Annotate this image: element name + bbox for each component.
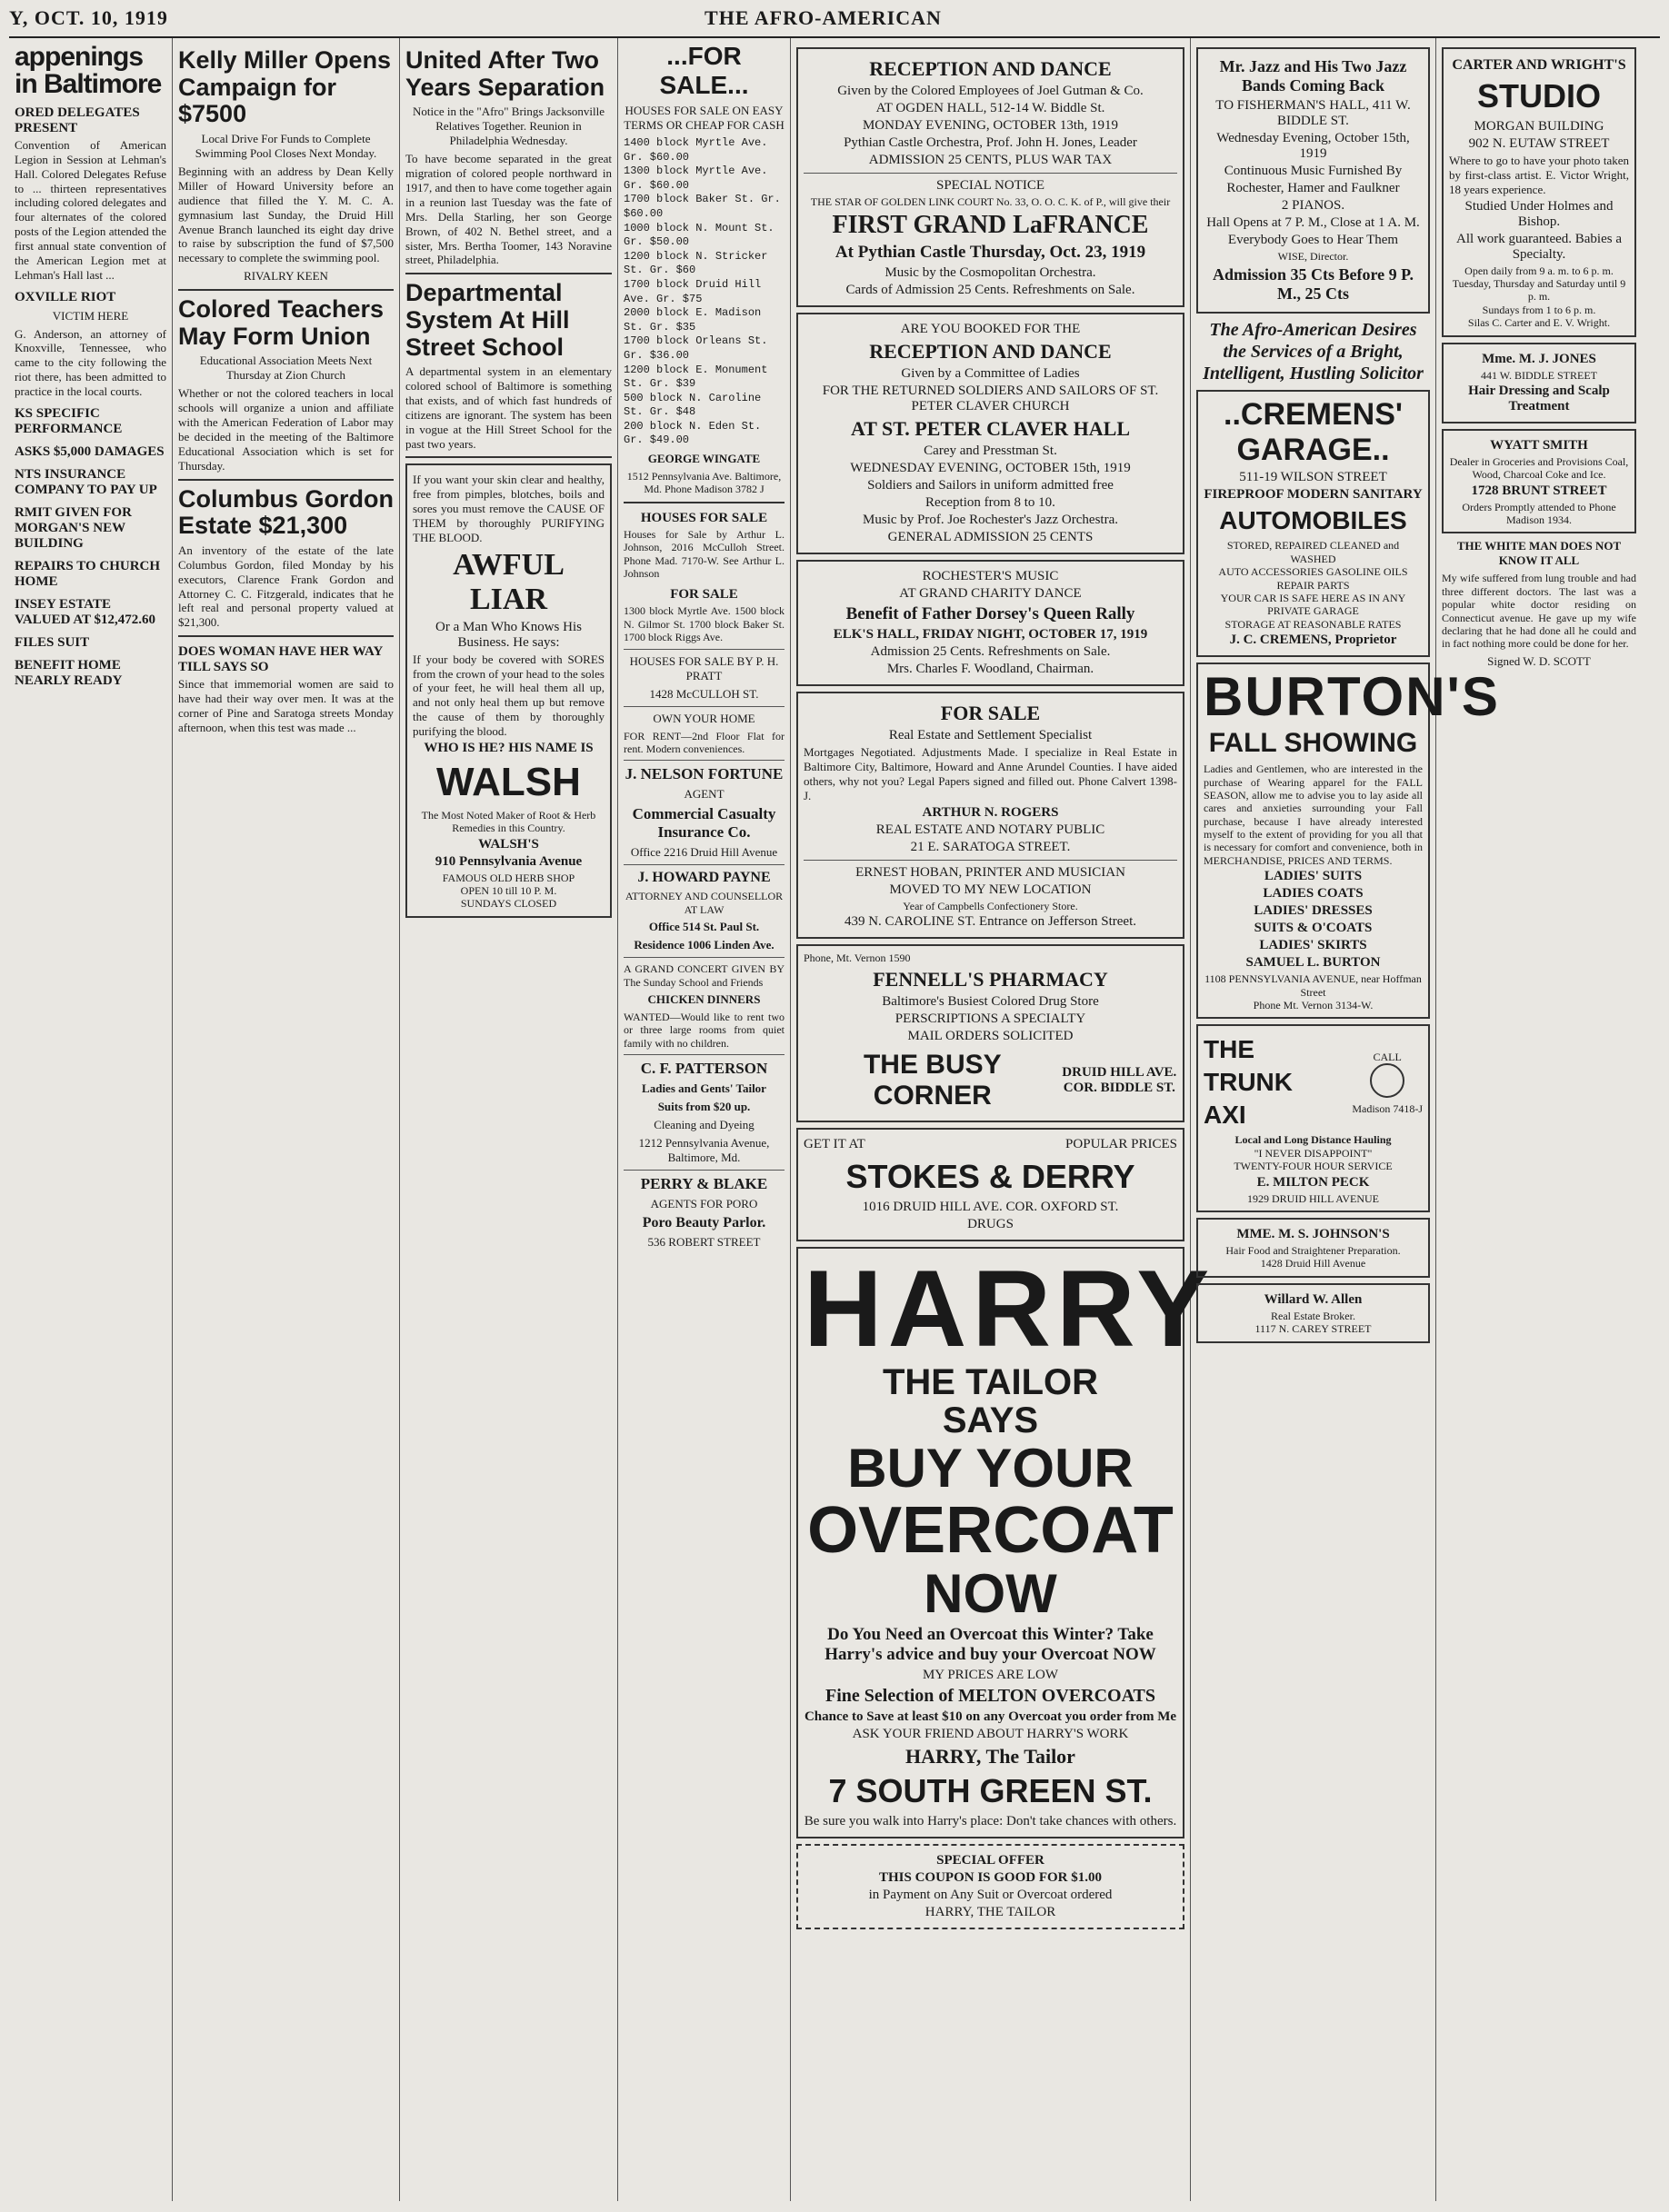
column-3	[400, 38, 618, 2201]
jazz-ad	[1196, 47, 1430, 314]
ad-text: 441 W. BIDDLE STREET	[1481, 368, 1597, 382]
ad-headline: BUY YOUR	[847, 1437, 1134, 1499]
ad-text: Commercial Casualty Insurance Co.	[632, 805, 776, 842]
ad-text: Real Estate and Settlement Specialist	[888, 728, 1093, 743]
ad-headline: THE	[1204, 1035, 1254, 1064]
reception-ad-1	[796, 47, 1184, 307]
listing-item: 1700 block Orleans St. Gr. $36.00	[624, 334, 768, 362]
ad-text: Ladies and Gentlemen, who are interested in the purchase of Wearing apparel for the FALL SEASON, allow me to advise you to lay aside all cares and anxieties surrounding your Fall purchase, because I have already interested myself to the extent of providing for you all that is necessary for comfort and convenience, both in MERCHANDISE, PRICES AND TERMS.	[1204, 762, 1423, 867]
ad-headline: FALL SHOWING	[1208, 728, 1418, 759]
ad-text: TO FISHERMAN'S HALL, 411 W. BIDDLE ST.	[1215, 98, 1411, 128]
ad-text: Silas C. Carter and E. V. Wright.	[1467, 316, 1611, 330]
rogers-ad	[796, 692, 1184, 939]
harry-ad	[796, 1247, 1215, 1839]
article-headline: Departmental System At Hill Street School	[405, 279, 570, 361]
ad-text: SAMUEL L. BURTON	[1245, 955, 1381, 971]
article-heading: BENEFIT HOME NEARLY READY	[15, 657, 123, 688]
column-5	[791, 38, 1215, 2201]
ad-text: "I NEVER DISAPPOINT"	[1254, 1146, 1373, 1160]
ad-headline: FENNELL'S PHARMACY	[873, 967, 1108, 991]
article-heading: RMIT GIVEN FOR MORGAN'S NEW BUILDING	[15, 504, 132, 551]
cremens-ad	[1196, 390, 1430, 657]
ad-headline: BURTON'S	[1204, 666, 1500, 728]
burton-ad	[1196, 663, 1500, 1019]
ad-headline: PERRY & BLAKE	[640, 1175, 768, 1193]
ad-text: MAIL ORDERS SOLICITED	[907, 1028, 1074, 1043]
article-heading: NTS INSURANCE COMPANY TO PAY UP	[15, 466, 157, 497]
ad-text: Music by Prof. Joe Rochester's Jazz Orchestra.	[863, 513, 1118, 528]
article-text: My wife suffered from lung trouble and had three different doctors. The last was a popular white doctor residing on Connecticut avenue. He gave up my wife declaring that he had done all he could and in fact nothing more could be done for her.	[1442, 572, 1636, 651]
article-heading: FILES SUIT	[15, 634, 90, 650]
ad-text: SUNDAYS CLOSED	[460, 897, 557, 911]
listing-item: 1000 block N. Mount St. Gr. $50.00	[624, 221, 775, 249]
ad-text: 1016 DRUID HILL AVE. COR. OXFORD ST.	[862, 1199, 1119, 1214]
ad-text: MOVED TO MY NEW LOCATION	[889, 882, 1092, 897]
article-headline: United After Two Years Separation	[405, 46, 605, 101]
ad-text: LADIES' SKIRTS	[1259, 938, 1367, 953]
ad-text: HARRY, The Tailor	[905, 1745, 1075, 1769]
article-text: Whether or not the colored teachers in local schools will organize a union and affiliate with the American Federation of Labor may be decided in the meeting of the Baltimore Educational Association which is set for Thursday.	[178, 386, 394, 473]
ad-headline: Benefit of Father Dorsey's Queen Rally	[845, 604, 1135, 624]
ad-text: SUITS & O'COATS	[1254, 921, 1373, 936]
classified-heading: OWN YOUR HOME	[653, 711, 755, 725]
ad-text: ARE YOU BOOKED FOR THE	[900, 322, 1081, 337]
classified-text: Houses for Sale by Arthur L. Johnson, 2016 McCulloh Street. Phone Mad. 7170-W. See Arthur L. Johnson	[624, 527, 785, 581]
ad-text: DRUID HILL AVE. COR. BIDDLE ST.	[1062, 1064, 1177, 1095]
classified-subheading: HOUSES FOR SALE ON EASY TERMS OR CHEAP FOR CASH	[624, 104, 785, 132]
ad-text: Given by a Committee of Ladies	[901, 366, 1080, 382]
ad-text: Cleaning and Dyeing	[654, 1118, 755, 1132]
ad-headline: TRUNK	[1204, 1068, 1293, 1097]
masthead	[9, 0, 1660, 38]
stokes-ad	[796, 1128, 1184, 1241]
ad-text: STORAGE AT REASONABLE RATES	[1224, 617, 1402, 631]
ad-text: Poro Beauty Parlor.	[642, 1215, 766, 1231]
ad-text: FOR THE RETURNED SOLDIERS AND SAILORS OF ST. PETER CLAVER CHURCH	[822, 384, 1159, 414]
ad-text: E. MILTON PECK	[1256, 1174, 1370, 1190]
telephone-icon	[1370, 1063, 1404, 1098]
article-text: Convention of American Legion in Session at Lehman's Hall. Colored Delegates Refuse to ... thirteen representatives including colored delegates and four alternates of the colored posts of the Legion attended the first annual state convention of the American Legion met at Lehman's Hall last ...	[15, 138, 166, 282]
ad-text: WISE, Director.	[1277, 250, 1349, 263]
ad-text: LADIES' SUITS	[1264, 869, 1363, 884]
ad-text: Chance to Save at least $10 on any Overcoat you order from Me	[804, 1709, 1177, 1725]
ad-text: YOUR CAR IS SAFE HERE AS IN ANY PRIVATE GARAGE	[1220, 591, 1406, 618]
ad-headline: J. NELSON FORTUNE	[625, 765, 784, 783]
article-heading: ASKS $5,000 DAMAGES	[15, 443, 165, 459]
reception-ad-2	[796, 313, 1184, 554]
classified-heading: HOUSES FOR SALE BY P. H. PRATT	[629, 653, 779, 683]
trunk-taxi-ad	[1196, 1024, 1430, 1212]
classified-text: FOR RENT—2nd Floor Flat for rent. Modern conveniences.	[624, 729, 785, 755]
ad-text: ROCHESTER'S MUSIC	[922, 569, 1059, 584]
ad-headline: HARRY	[804, 1247, 1215, 1370]
rochester-ad	[796, 560, 1184, 686]
classified-text: WANTED—Would like to rent two or three large rooms from quiet family with no children.	[624, 1010, 785, 1050]
article-heading: INSEY ESTATE VALUED AT $12,472.60	[15, 596, 156, 627]
ad-headline: RECEPTION AND DANCE	[869, 57, 1112, 80]
article-signature: Signed W. D. SCOTT	[1487, 653, 1591, 668]
ad-text: Year of Campbells Confectionery Store.	[903, 899, 1078, 912]
listing-item: 200 block N. Eden St. Gr. $49.00	[624, 419, 762, 447]
ad-text: Hair Dressing and Scalp Treatment	[1468, 383, 1610, 414]
ad-text: Local and Long Distance Hauling	[1234, 1133, 1392, 1147]
ad-text: ADMISSION 25 CENTS, PLUS WAR TAX	[868, 153, 1113, 167]
article-text: A departmental system in an elementary colored school of Baltimore is something that exists, and of which fast hundreds of citizens are ignorant. The system has been in vogue at the Hill Street School for the past two years.	[405, 364, 612, 451]
jones-ad	[1442, 343, 1636, 423]
ad-text: Admission 35 Cts Before 9 P. M., 25 Cts	[1212, 265, 1414, 304]
ad-text: Office 514 St. Paul St.	[648, 920, 760, 934]
ad-text: 2 PIANOS.	[1281, 198, 1345, 213]
ad-text: MY PRICES ARE LOW	[922, 1668, 1059, 1683]
ad-text: 910 Pennsylvania Avenue	[435, 853, 583, 869]
listing-item: 1400 block Myrtle Ave. Gr. $60.00	[624, 136, 768, 164]
ad-headline: MME. M. S. JOHNSON'S	[1236, 1226, 1390, 1241]
ad-text: Real Estate Broker.	[1271, 1309, 1355, 1322]
ad-text: GET IT AT	[804, 1136, 865, 1151]
ad-text: Given by the Colored Employees of Joel Gutman & Co.	[837, 84, 1144, 98]
ad-text: TWENTY-FOUR HOUR SERVICE	[1234, 1160, 1393, 1173]
ad-text: Do You Need an Overcoat this Winter? Take Harry's advice and buy your Overcoat NOW	[825, 1625, 1156, 1665]
ad-text: Carey and Presstman St.	[924, 443, 1057, 459]
ad-text: WALSH'S	[478, 836, 539, 852]
classified-text: 1428 McCULLOH ST.	[649, 686, 759, 701]
ad-text: Cards of Admission 25 Cents. Refreshments on Sale.	[845, 283, 1135, 298]
ad-text: AT GRAND CHARITY DANCE	[899, 586, 1082, 602]
ad-text: Continuous Music Furnished By	[1224, 164, 1403, 178]
walsh-ad	[405, 463, 612, 917]
ad-text: Wednesday Evening, October 15th, 1919	[1216, 131, 1410, 161]
solicitor-ad: The Afro-American Desires the Services of a Bright, Intelligent, Hustling Solicitor	[1203, 320, 1424, 384]
ad-text: Or a Man Who Knows His Business. He says:	[435, 619, 582, 650]
ad-text: ATTORNEY AND COUNSELLOR AT LAW	[625, 890, 784, 916]
ad-text: 511-19 WILSON STREET	[1239, 470, 1387, 485]
ad-text: Dealer in Groceries and Provisions Coal, Wood, Charcoal Coke and Ice.	[1449, 454, 1629, 482]
article-text: G. Anderson, an attorney of Knoxville, Tennessee, who came to the city following the riot there, has been admitted to practice in the local courts.	[15, 326, 166, 399]
ad-text: Office 2216 Druid Hill Avenue	[630, 845, 778, 860]
ad-text: FAMOUS OLD HERB SHOP	[442, 871, 575, 884]
article-heading: THE WHITE MAN DOES NOT KNOW IT ALL	[1456, 539, 1622, 568]
article-headline: Columbus Gordon Estate $21,300	[178, 484, 394, 540]
ad-text: Fine Selection of MELTON OVERCOATS	[825, 1686, 1155, 1707]
fennell-ad	[796, 944, 1184, 1121]
ad-text: MORGAN BUILDING	[1474, 119, 1604, 134]
ad-text: 1108 PENNSYLVANIA AVENUE, near Hoffman Street	[1204, 972, 1422, 999]
article-subheading: Educational Association Meets Next Thursday at Zion Church	[199, 354, 373, 383]
allen-ad	[1196, 1283, 1430, 1343]
classified-text: 1300 block Myrtle Ave. 1500 block N. Gilmor St. 1700 block Baker St. 1700 block Riggs Ave.	[624, 604, 785, 644]
studio-ad	[1442, 47, 1636, 337]
ad-text: 1117 N. CAREY STREET	[1254, 1322, 1372, 1336]
ad-headline: NOW	[924, 1563, 1057, 1625]
ad-text: Reception from 8 to 10.	[925, 495, 1055, 511]
ad-text: Everybody Goes to Hear Them	[1227, 233, 1399, 247]
ad-text: Admission 25 Cents. Refreshments on Sale.	[870, 644, 1111, 660]
listing-item: 1700 block Baker St. Gr. $60.00	[624, 193, 781, 220]
article-text: Beginning with an address by Dean Kelly Miller of Howard University before an audience that filled the Y. M. C. A. gymnasium last Sunday, the Druid Hill Avenue Branch launched its eight day drive to raise by subscription the fund of $7,500 necessary to complete the swimming pool.	[178, 164, 394, 265]
ad-headline: AWFUL LIAR	[453, 547, 565, 616]
ad-text: STORED, REPAIRED CLEANED and WASHED	[1226, 539, 1400, 565]
classified-heading: FOR SALE	[670, 587, 738, 603]
article-heading: OXVILLE RIOT	[15, 289, 116, 304]
ad-headline: OVERCOAT	[807, 1493, 1174, 1567]
listing-item: 500 block N. Caroline St. Gr. $48	[624, 391, 762, 419]
coupon-text: HARRY, THE TAILOR	[924, 1905, 1056, 1920]
masthead-title: THE AFRO-AMERICAN	[705, 6, 942, 29]
article-headline: Colored Teachers May Form Union	[178, 295, 385, 350]
coupon-heading: SPECIAL OFFER	[936, 1853, 1044, 1868]
page-headline: appenings in Baltimore	[15, 42, 162, 99]
ad-text: LADIES COATS	[1263, 886, 1364, 902]
ad-headline: STOKES & DERRY	[845, 1157, 1135, 1195]
ad-text: 1728 BRUNT STREET	[1471, 483, 1607, 498]
ad-text: WHO IS HE? HIS NAME IS	[424, 740, 594, 755]
ad-text: CALL	[1373, 1050, 1402, 1063]
ad-text: Open daily from 9 a. m. to 6 p. m. Tuesday, Thursday and Saturday until 9 p. m.	[1452, 264, 1626, 304]
ad-text: 439 N. CAROLINE ST. Entrance on Jefferson Street.	[844, 914, 1137, 930]
listing-list	[624, 136, 785, 448]
ad-text: ASK YOUR FRIEND ABOUT HARRY'S WORK	[852, 1727, 1129, 1742]
article-heading: KS SPECIFIC PERFORMANCE	[15, 405, 123, 436]
ad-text: AGENT	[684, 787, 725, 802]
ad-text: Suits from $20 up.	[657, 1100, 751, 1114]
ad-text: SAYS	[942, 1400, 1039, 1440]
ad-text: Orders Promptly attended to Phone Madison 1934.	[1462, 500, 1616, 527]
ad-headline: FOR SALE	[940, 702, 1041, 725]
ad-text: GENERAL ADMISSION 25 CENTS	[887, 530, 1094, 545]
ad-headline: Mr. Jazz and His Two Jazz Bands Coming Back	[1219, 57, 1407, 95]
classified-text: A GRAND CONCERT GIVEN BY The Sunday School and Friends	[624, 962, 785, 989]
ad-headline: WYATT SMITH	[1490, 437, 1588, 453]
listing-item: 1200 block N. Stricker St. Gr. $60	[624, 249, 768, 277]
column-2	[173, 38, 400, 2201]
ad-headline: J. HOWARD PAYNE	[637, 870, 771, 886]
coupon	[796, 1844, 1184, 1929]
ad-text: Soldiers and Sailors in uniform admitted free	[867, 478, 1114, 493]
ad-text: Mortgages Negotiated. Adjustments Made. I specialize in Real Estate in Baltimore City, Baltimore, Howard and Anne Arundel Counties. I have aided others, why not you? Legal Papers signed and filled out. Phone Calvert 1398-J.	[804, 745, 1177, 802]
listing-item: 1200 block E. Monument St. Gr. $39	[624, 363, 768, 391]
ad-headline: Willard W. Allen	[1264, 1291, 1363, 1307]
ad-text: ELK'S HALL, FRIDAY NIGHT, OCTOBER 17, 1919	[833, 627, 1148, 643]
article-heading: REPAIRS TO CHURCH HOME	[15, 558, 161, 589]
ad-text: ERNEST HOBAN, PRINTER AND MUSICIAN	[855, 864, 1125, 880]
listing-item: 1300 block Myrtle Ave. Gr. $60.00	[624, 164, 768, 192]
ad-text: All work guaranteed. Babies a Specialty.	[1455, 231, 1623, 262]
ad-text: Sundays from 1 to 6 p. m.	[1482, 303, 1596, 316]
article-subheading: Notice in the "Afro" Brings Jacksonville Relatives Together. Reunion in Philadelphia Wednesday.	[413, 105, 605, 148]
ad-text: 1212 Pennsylvania Avenue, Baltimore, Md.	[638, 1136, 770, 1165]
ad-text: Studied Under Holmes and Bishop.	[1464, 198, 1614, 229]
classified-heading: CHICKEN DINNERS	[647, 991, 761, 1006]
ad-text: OPEN 10 till 10 P. M.	[460, 884, 557, 898]
ad-text: DRUGS	[967, 1216, 1014, 1231]
ad-text: THE STAR OF GOLDEN LINK COURT No. 33, O. O. C. K. of P., will give their	[810, 195, 1171, 208]
article-subheading: VICTIM HERE	[52, 308, 129, 323]
ad-headline: AXI	[1204, 1101, 1246, 1130]
ad-text: J. C. CREMENS, Proprietor	[1229, 633, 1397, 648]
agent-address: 1512 Pennsylvania Ave. Baltimore, Md. Phone Madison 3782 J	[626, 470, 782, 496]
ad-text: Madison 7418-J	[1352, 1101, 1423, 1115]
ad-headline: FIRST GRAND LaFRANCE	[832, 211, 1149, 240]
ad-text: 1428 Druid Hill Avenue	[1260, 1257, 1366, 1270]
column-7	[1436, 38, 1642, 2201]
ad-text: Ladies and Gents' Tailor	[642, 1081, 766, 1096]
ad-text: Hall Opens at 7 P. M., Close at 1 A. M.	[1206, 215, 1420, 230]
ad-text: 1929 DRUID HILL AVENUE	[1247, 1191, 1379, 1205]
coupon-text: THIS COUPON IS GOOD FOR $1.00	[878, 1870, 1103, 1886]
ad-text: Be sure you walk into Harry's place: Don't take chances with others.	[804, 1814, 1177, 1829]
listing-item: 2000 block E. Madison St. Gr. $35	[624, 306, 762, 334]
article-subheading: Local Drive For Funds to Complete Swimming Pool Closes Next Monday.	[195, 132, 377, 161]
ad-text: AT OGDEN HALL, 512-14 W. Biddle St.	[875, 101, 1105, 115]
listing-item: 1700 block Druid Hill Ave. Gr. $75	[624, 277, 762, 305]
ad-text: POPULAR PRICES	[1065, 1136, 1177, 1151]
ad-text: Rochester, Hamer and Faulkner	[1226, 181, 1400, 195]
ad-text: Residence 1006 Linden Ave.	[634, 938, 775, 952]
ad-text: 21 E. SARATOGA STREET.	[910, 839, 1071, 854]
article-text: An inventory of the estate of the late Columbus Gordon, filed Monday by his executors, Clarence Frank Gordon and Attorney C. C. Fitzgerald, indicates that he left real and personal property valued at $21,300.	[178, 543, 394, 630]
column-4	[618, 38, 791, 2201]
ad-text: SPECIAL NOTICE	[935, 178, 1045, 193]
ad-text: PERSCRIPTIONS A SPECIALTY	[894, 1011, 1086, 1026]
ad-text: REAL ESTATE AND NOTARY PUBLIC	[875, 822, 1105, 837]
ad-headline: AT ST. PETER CLAVER HALL	[850, 417, 1131, 441]
article-heading: DOES WOMAN HAVE HER WAY TILL SAYS SO	[178, 644, 383, 675]
masthead-date: Y, OCT. 10, 1919	[9, 6, 168, 29]
ad-headline: THE BUSY CORNER	[863, 1049, 1002, 1111]
ad-text: Phone Mt. Vernon 3134-W.	[1253, 999, 1374, 1012]
ad-text: THE TAILOR	[882, 1361, 1098, 1402]
ad-text: The Most Noted Maker of Root & Herb Remedies in this Country.	[421, 808, 596, 835]
classified-headline: ...FOR SALE...	[659, 42, 749, 99]
ad-text: AGENTS FOR PORO	[650, 1197, 758, 1211]
ad-text: If your body be covered with SORES from the crown of your head to the soles of your feet, he will heal them all up, and not only heal them up but remove the cause of them by thoroughly purifying the blood.	[413, 652, 605, 739]
column-6	[1191, 38, 1500, 2201]
ad-text: ARTHUR N. ROGERS	[922, 804, 1059, 820]
ad-headline: ..CREMENS' GARAGE..	[1224, 397, 1403, 468]
ad-headline: STUDIO	[1476, 77, 1601, 115]
ad-headline: Mme. M. J. JONES	[1482, 351, 1596, 366]
ad-text: Music by the Cosmopolitan Orchestra.	[884, 265, 1096, 281]
ad-headline: CARTER AND WRIGHT'S	[1452, 57, 1626, 73]
ad-headline: AUTOMOBILES	[1219, 506, 1407, 535]
article-text: To have become separated in the great migration of colored people northward in 1917, and then to have come together again in a reunion last Tuesday was the fate of Mrs. Della Starling, her son George Brown, of 402 N. Bethel street, and a sister, Mrs. Bertha Toomer, 143 Noravine street, Philadelphia.	[405, 152, 612, 267]
article-text: Since that immemorial women are said to have had their way over men. It was at the corner of Pine and Saratoga streets Monday afternoon, when this test was made ...	[178, 677, 394, 734]
ad-text: If you want your skin clear and healthy, free from pimples, blotches, boils and sores you must remove the CAUSE OF THEM by thoroughly PURIFYING THE BLOOD.	[413, 473, 605, 544]
ad-text: Hair Food and Straightener Preparation.	[1225, 1243, 1401, 1257]
ad-text: FIREPROOF MODERN SANITARY	[1204, 487, 1423, 503]
ad-text: Mrs. Charles F. Woodland, Chairman.	[886, 662, 1094, 677]
ad-text: Baltimore's Busiest Colored Drug Store	[882, 993, 1099, 1009]
johnson-ad	[1196, 1218, 1430, 1278]
ad-text: Pythian Castle Orchestra, Prof. John H. Jones, Leader	[844, 135, 1137, 150]
coupon-text: in Payment on Any Suit or Overcoat ordered	[868, 1888, 1113, 1903]
ad-text: 536 ROBERT STREET	[647, 1235, 761, 1250]
ad-text: MONDAY EVENING, OCTOBER 13th, 1919	[862, 118, 1119, 133]
ad-text: LADIES' DRESSES	[1254, 903, 1373, 919]
ad-text: Where to go to have your photo taken by first-class artist. E. Victor Wright, 18 years experience.	[1449, 154, 1629, 196]
smith-ad	[1442, 429, 1636, 534]
ad-headline: C. F. PATTERSON	[640, 1060, 768, 1078]
ad-text: 902 N. EUTAW STREET	[1468, 136, 1610, 151]
classified-heading: HOUSES FOR SALE	[640, 510, 768, 525]
agent-name: GEORGE WINGATE	[647, 452, 761, 466]
article-headline: Kelly Miller Opens Campaign for $7500	[178, 46, 392, 128]
ad-text: AUTO ACCESSORIES GASOLINE OILS REPAIR PARTS	[1218, 565, 1408, 592]
ad-text: WEDNESDAY EVENING, OCTOBER 15th, 1919	[850, 461, 1131, 476]
ad-text: At Pythian Castle Thursday, Oct. 23, 1919	[834, 243, 1146, 263]
ad-headline: RECEPTION AND DANCE	[869, 340, 1112, 364]
ad-headline: 7 SOUTH GREEN ST.	[828, 1772, 1153, 1810]
ad-text: Phone, Mt. Vernon 1590	[804, 952, 911, 965]
article-heading: ORED DELEGATES PRESENT	[15, 105, 140, 135]
article-subheading: RIVALRY KEEN	[244, 269, 328, 284]
column-1	[9, 38, 173, 2201]
ad-headline: WALSH	[436, 759, 581, 804]
